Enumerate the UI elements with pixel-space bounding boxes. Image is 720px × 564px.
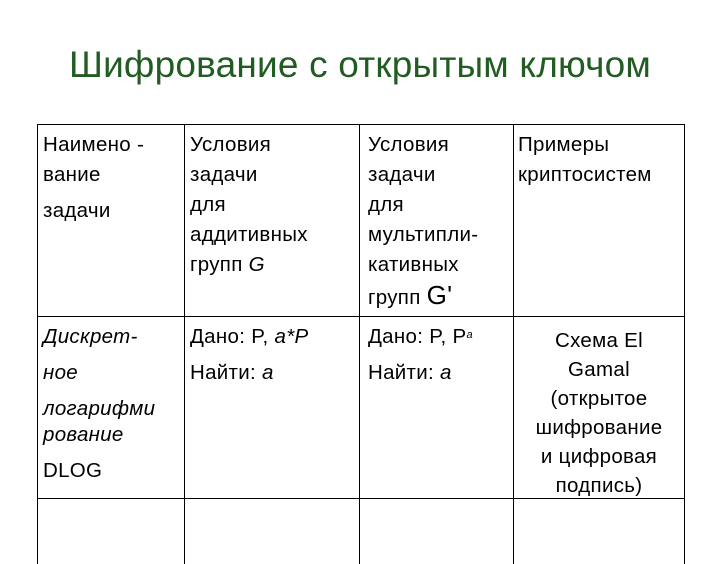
find-variable: a: [440, 361, 452, 384]
row-dlog-examples-line: и цифровая: [540, 445, 658, 468]
row-dlog-multiplicative-find: [368, 358, 473, 388]
additive-group-symbol: G: [248, 253, 265, 276]
row-dlog-examples-line: Gamal: [568, 358, 630, 381]
row-dlog-additive-given: [190, 322, 308, 352]
header-multiplicative-line: задачи: [368, 163, 436, 186]
header-additive-line: для: [190, 193, 226, 216]
header-additive-groups: [190, 130, 308, 280]
header-multiplicative-groups: [368, 130, 478, 313]
header-examples: [518, 130, 652, 190]
row-dlog-abbrev: DLOG: [43, 459, 103, 482]
given-label: Дано: P, P: [368, 325, 467, 348]
row-dlog-additive-find: [190, 358, 308, 388]
find-label: Найти:: [190, 361, 256, 384]
given-exponent: a: [466, 329, 473, 341]
header-multiplicative-groups-word: групп: [368, 286, 421, 309]
header-task-name: [43, 130, 144, 226]
find-variable: a: [262, 361, 274, 384]
header-examples-line: криптосистем: [518, 163, 652, 186]
comparison-table: [37, 124, 685, 564]
header-multiplicative-line: [368, 280, 478, 313]
given-label: Дано: P,: [190, 325, 269, 348]
header-additive-line: [190, 250, 308, 280]
row-dlog-name-line: рование: [43, 423, 124, 446]
row-dlog-multiplicative-given: [368, 322, 473, 352]
header-additive-groups-word: групп: [190, 253, 243, 276]
row-dlog-examples-line: подпись): [555, 474, 643, 497]
header-task-name-line: задачи: [43, 199, 111, 222]
header-task-name-line: вание: [43, 163, 101, 186]
header-additive-line: задачи: [190, 163, 258, 186]
given-expression: a*P: [274, 325, 309, 348]
header-row-divider: [37, 316, 685, 317]
row-dlog-examples: [514, 326, 684, 500]
multiplicative-group-symbol: G': [426, 280, 453, 310]
row-dlog-examples-line: (открытое: [550, 387, 648, 410]
row-dlog-name: [43, 322, 155, 486]
header-examples-line: Примеры: [518, 133, 610, 156]
find-label: Найти:: [368, 361, 434, 384]
row-dlog-name-line: Дискрет-: [43, 325, 138, 348]
header-multiplicative-line: кативных: [368, 253, 459, 276]
row-dlog-examples-line: шифрование: [535, 416, 663, 439]
table-border-top: [37, 124, 685, 125]
header-additive-line: Условия: [190, 133, 272, 156]
row-dlog-name-line: ное: [43, 361, 78, 384]
row-dlog-multiplicative: [368, 322, 473, 388]
row-dlog-name-line: логарифми: [43, 397, 156, 420]
row-dlog-additive: [190, 322, 308, 388]
header-task-name-line: Наимено -: [43, 133, 145, 156]
header-multiplicative-line: Условия: [368, 133, 450, 156]
header-multiplicative-line: для: [368, 193, 404, 216]
row-dlog-examples-line: Схема El: [554, 329, 644, 352]
header-multiplicative-line: мультипли-: [368, 223, 479, 246]
header-additive-line: аддитивных: [190, 223, 308, 246]
slide-title: Шифрование с открытым ключом: [68, 44, 652, 85]
